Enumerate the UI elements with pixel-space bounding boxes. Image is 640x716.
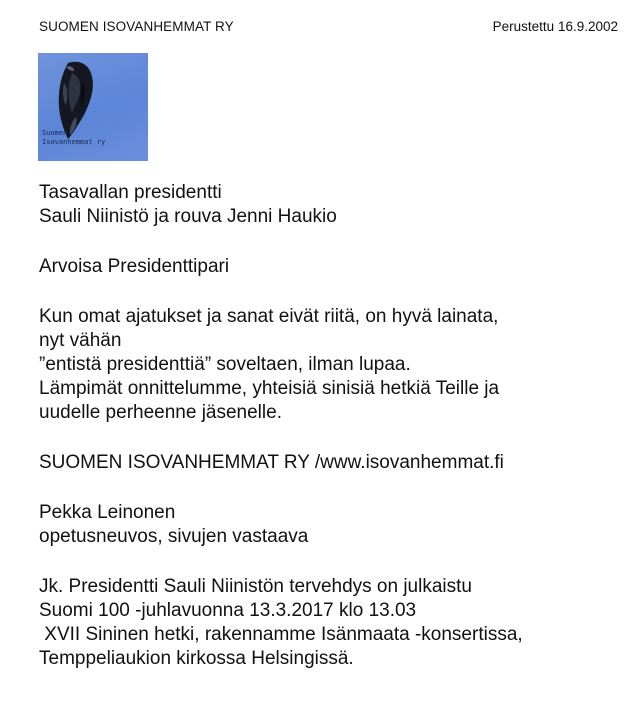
postscript-line: Temppeliaukion kirkossa Helsingissä. (39, 648, 354, 669)
organization-logo (38, 53, 148, 161)
paragraph-line: ”entistä presidenttiä” soveltaen, ilman lupaa. (39, 354, 411, 375)
paragraph-line: uudelle perheenne jäsenelle. (39, 402, 282, 423)
recipient-line-1: Tasavallan presidentti (39, 182, 222, 203)
paragraph-line: nyt vähän (39, 330, 122, 351)
postscript-line: Jk. Presidentti Sauli Niinistön tervehdys on julkaistu (39, 576, 472, 597)
letter-body (39, 181, 629, 671)
recipient-line-2: Sauli Niinistö ja rouva Jenni Haukio (39, 206, 337, 227)
signer-name: Pekka Leinonen (39, 502, 176, 523)
salutation: Arvoisa Presidenttipari (39, 256, 230, 277)
postscript-line: XVII Sininen hetki, rakennamme Isänmaata -konsertissa, (39, 624, 523, 645)
paragraph-line: Kun omat ajatukset ja sanat eivät riitä, on hyvä lainata, (39, 306, 499, 327)
logo-line-2: Isovanhemmat ry (42, 138, 106, 146)
organization-name: SUOMEN ISOVANHEMMAT RY (39, 19, 234, 34)
signature-organization: SUOMEN ISOVANHEMMAT RY /www.isovanhemmat.fi (39, 452, 504, 473)
postscript-line: Suomi 100 -juhlavuonna 13.3.2017 klo 13.03 (39, 600, 417, 621)
signer-title: opetusneuvos, sivujen vastaava (39, 526, 309, 547)
logo-line-1: Suomen (42, 129, 68, 137)
founded-date: Perustettu 16.9.2002 (492, 19, 618, 34)
paragraph-line: Lämpimät onnittelumme, yhteisiä sinisiä hetkiä Teille ja (39, 378, 500, 399)
